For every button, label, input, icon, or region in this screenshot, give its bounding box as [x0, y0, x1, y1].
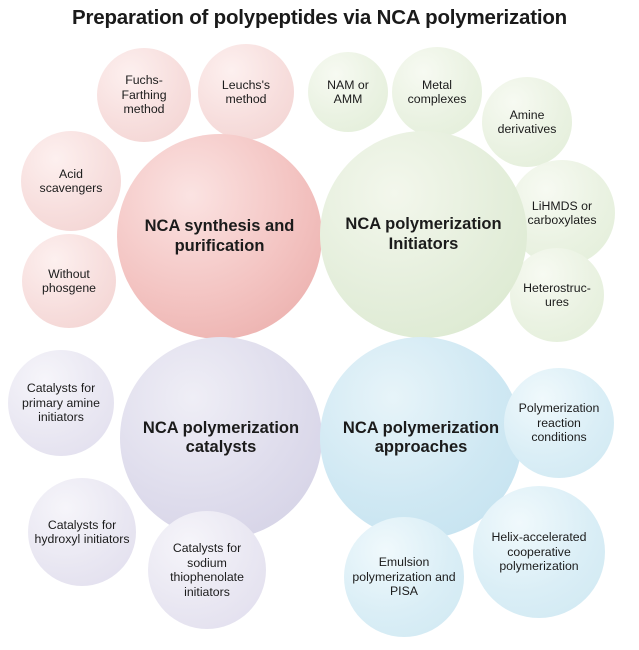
bubble-nam-or-amm: [308, 52, 388, 132]
bubble-fuchs-farthing-method: [97, 48, 191, 142]
bubble-metal-complexes: [392, 47, 482, 137]
bubble-label: Helix-accelerated cooperative polymerization: [491, 530, 587, 574]
bubble-label: Acid scavengers: [39, 166, 103, 195]
bubble-emulsion-polymerization-and-pisa: [344, 517, 464, 637]
bubble-nca-polymerization-catalysts: [120, 337, 322, 539]
bubble-acid-scavengers: [21, 131, 121, 231]
bubble-label: Without phosgene: [41, 266, 97, 295]
bubble-polymerization-reaction-conditions: [504, 368, 614, 478]
bubble-label: NAM or AMM: [327, 77, 369, 106]
bubble-label: NCA polymerization Initiators: [345, 215, 502, 253]
bubble-label: NCA polymerization approaches: [342, 418, 500, 456]
bubble-amine-derivatives: [482, 77, 572, 167]
bubble-label: Leuchs's method: [221, 77, 271, 106]
bubble-heterostructures: [510, 248, 604, 342]
bubble-label: Catalysts for sodium thiophenolate initiators: [170, 541, 244, 599]
bubble-catalysts-for-primary-amine-initiators: [8, 350, 114, 456]
bubble-label: LiHMDS or carboxylates: [527, 198, 597, 227]
bubble-label: Heterostruc- ures: [523, 280, 591, 309]
bubble-label: Fuchs-Farthing method: [121, 73, 167, 117]
bubble-label: Polymerization reaction conditions: [518, 401, 600, 445]
bubble-helix-accelerated-cooperative-polymerization: [473, 486, 605, 618]
bubble-label: Amine derivatives: [497, 107, 557, 136]
bubble-catalysts-for-sodium-thiophenolate-initiators: [148, 511, 266, 629]
bubble-label: NCA polymerization catalysts: [142, 418, 300, 456]
bubble-catalysts-for-hydroxyl-initiators: [28, 478, 136, 586]
bubble-nca-polymerization-initiators: [320, 131, 527, 338]
bubble-nca-synthesis-and-purification: [117, 134, 322, 339]
bubble-without-phosgene: [22, 234, 116, 328]
page-title: Preparation of polypeptides via NCA polymerization: [72, 6, 567, 29]
bubble-label: NCA synthesis and purification: [144, 217, 295, 255]
bubble-label: Emulsion polymerization and PISA: [352, 555, 456, 599]
bubble-leuchs-method: [198, 44, 294, 140]
bubble-label: Metal complexes: [407, 77, 467, 106]
bubble-label: Catalysts for primary amine initiators: [22, 381, 100, 425]
bubble-label: Catalysts for hydroxyl initiators: [34, 517, 130, 546]
